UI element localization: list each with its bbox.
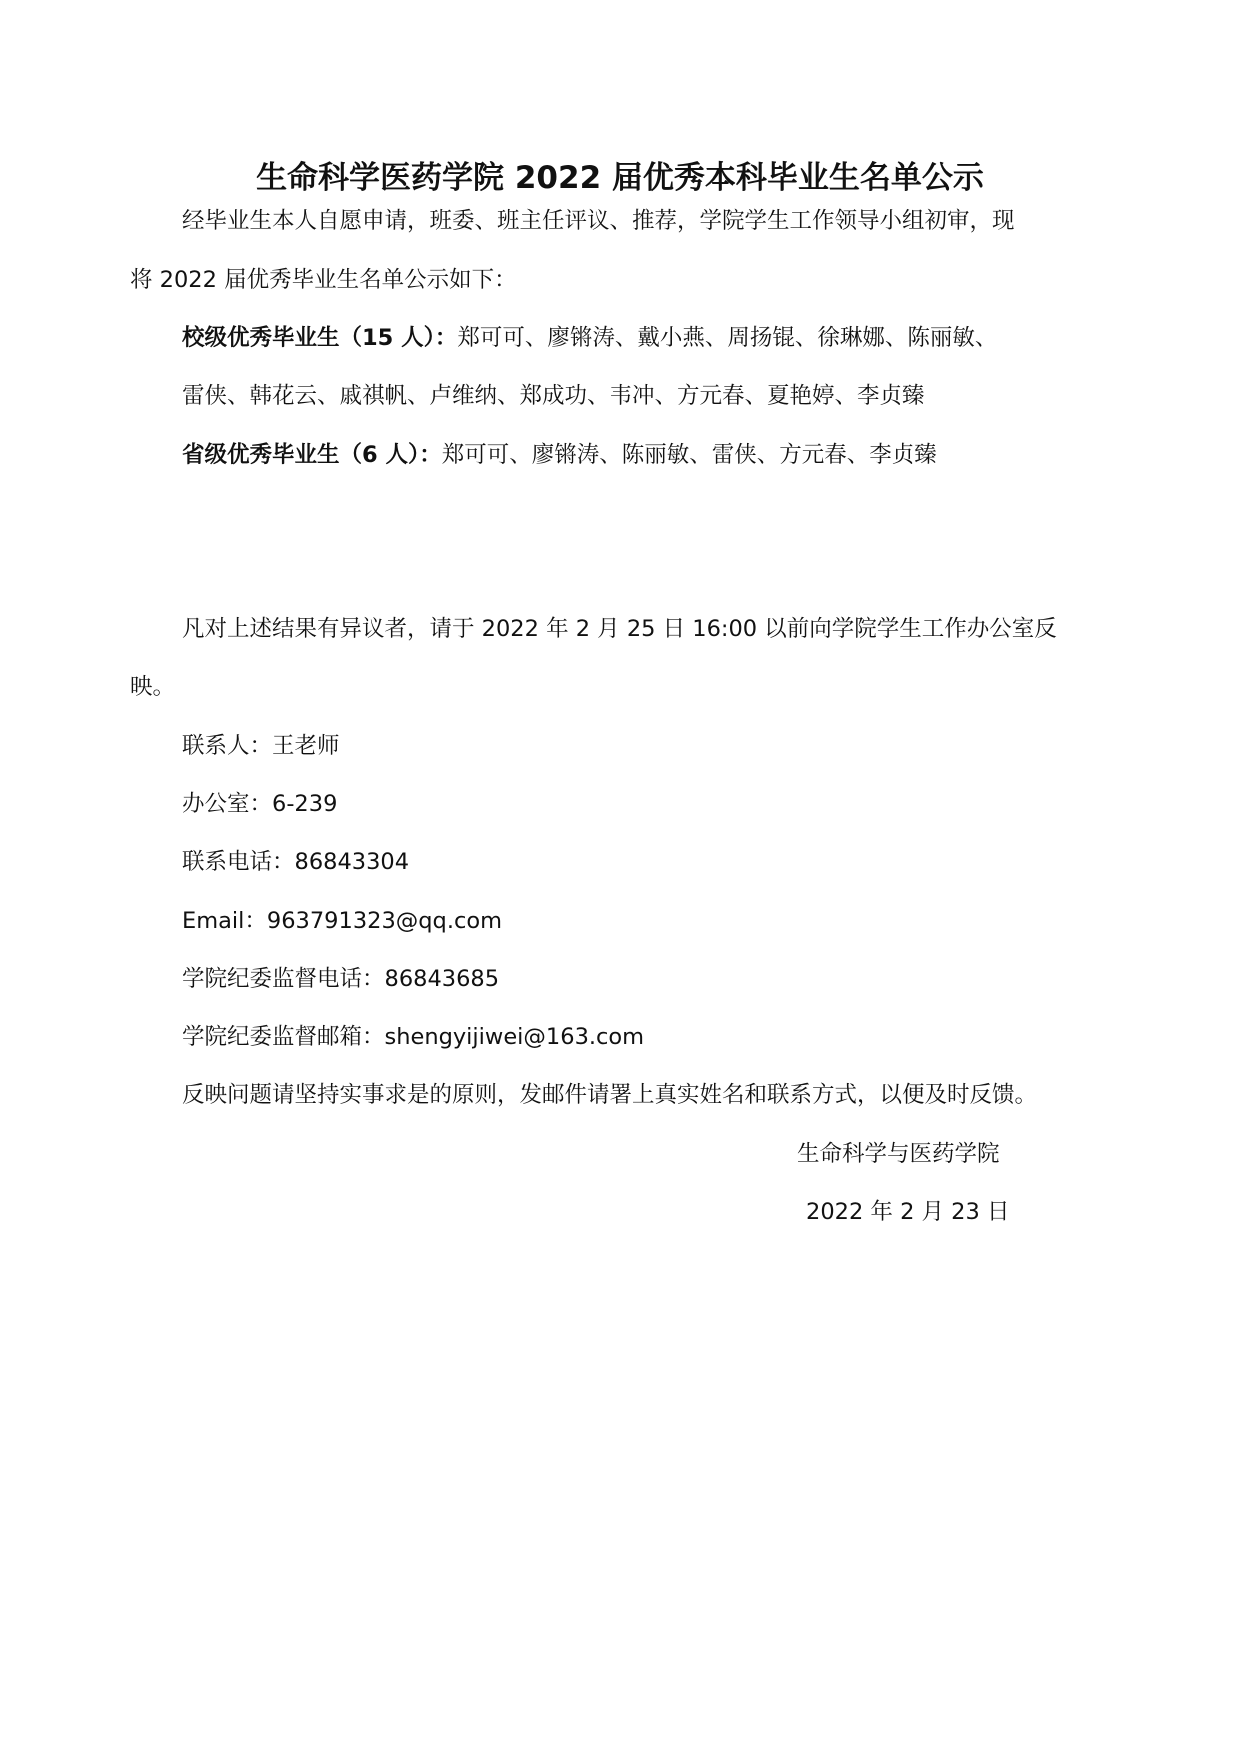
- discipline-email: 学院纪委监督邮箱：shengyijiwei@163.com: [182, 1024, 645, 1050]
- discipline-phone: 学院纪委监督电话：86843685: [182, 966, 500, 992]
- intro-line-2: 将 2022 届优秀毕业生名单公示如下：: [130, 267, 517, 293]
- school-level-list: [182, 322, 997, 354]
- school-level-names-line-1: 郑可可、廖锵涛、戴小燕、周扬锟、徐琳娜、陈丽敏、: [457, 325, 998, 351]
- objection-line-1: 凡对上述结果有异议者，请于 2022 年 2 月 25 日 16:00 以前向学院学生工作办公室反: [182, 616, 1057, 642]
- province-level-names: 郑可可、廖锵涛、陈丽敏、雷侠、方元春、李贞臻: [441, 442, 937, 468]
- contact-person: 联系人：王老师: [182, 733, 340, 759]
- school-level-names-line-2: 雷侠、韩花云、戚祺帆、卢维纳、郑成功、韦冲、方元春、夏艳婷、李贞臻: [182, 383, 925, 409]
- contact-email: Email：963791323@qq.com: [182, 908, 503, 934]
- province-level-label: 省级优秀毕业生（6 人）：: [182, 442, 442, 468]
- school-level-label: 校级优秀毕业生（15 人）：: [182, 325, 458, 351]
- intro-line-1: 经毕业生本人自愿申请，班委、班主任评议、推荐，学院学生工作领导小组初审，现: [182, 208, 1015, 234]
- office: 办公室：6-239: [182, 791, 338, 817]
- province-level-list: [182, 439, 937, 471]
- signature-date: 2022 年 2 月 23 日: [806, 1199, 1010, 1225]
- document-title: 生命科学医药学院 2022 届优秀本科毕业生名单公示: [256, 160, 984, 196]
- objection-line-2: 映。: [130, 674, 176, 700]
- closing-note: 反映问题请坚持实事求是的原则，发邮件请署上真实姓名和联系方式，以便及时反馈。: [182, 1082, 1038, 1108]
- signature-organization: 生命科学与医药学院: [797, 1141, 1000, 1167]
- contact-phone: 联系电话：86843304: [182, 849, 410, 875]
